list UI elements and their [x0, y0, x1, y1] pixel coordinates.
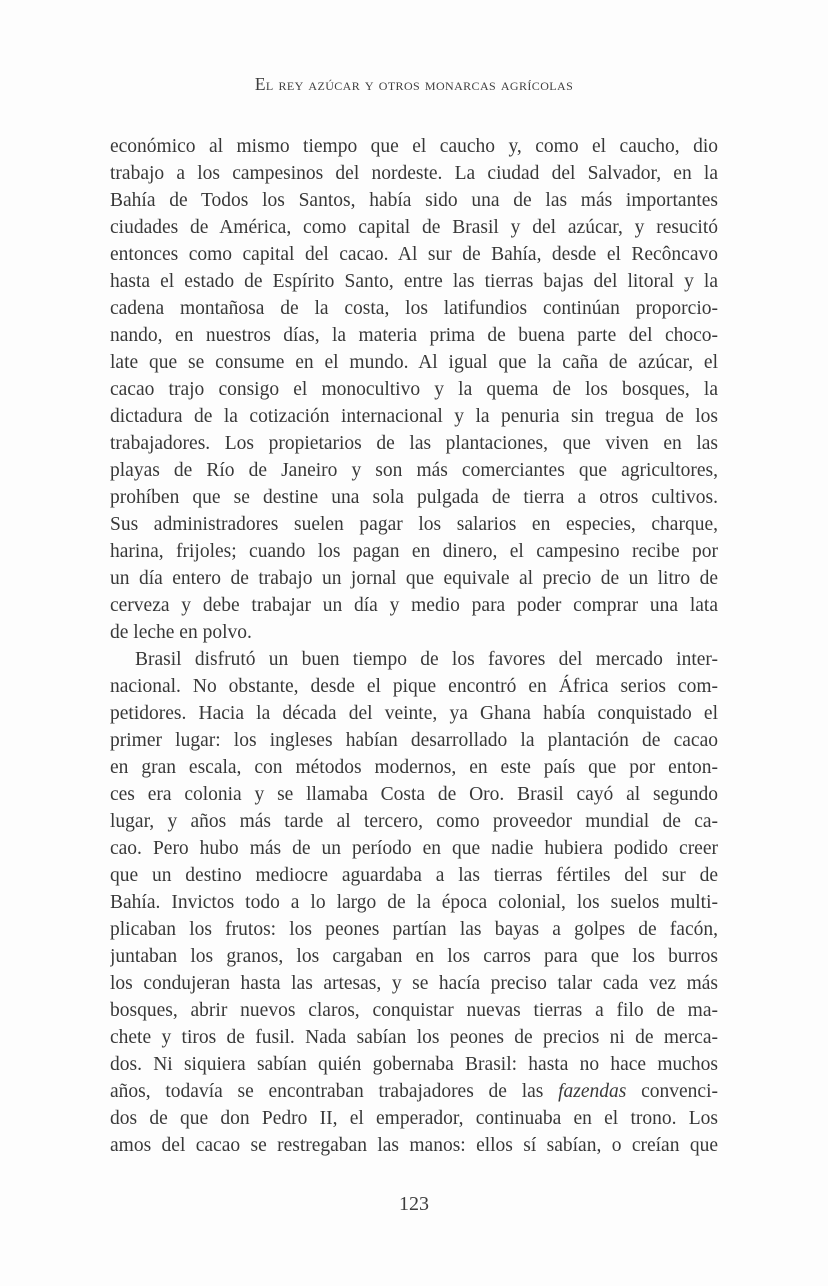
- text-line: Bahía. Invictos todo a lo largo de la época colonial, los suelos multi-: [110, 892, 718, 913]
- text-line: plicaban los frutos: los peones partían las bayas a golpes de facón,: [110, 919, 718, 940]
- text-line: hasta el estado de Espírito Santo, entre las tierras bajas del litoral y la: [110, 271, 718, 292]
- text-line: petidores. Hacia la década del veinte, ya Ghana había conquistado el: [110, 703, 718, 724]
- text-line: en gran escala, con métodos modernos, en este país que por enton-: [110, 757, 718, 778]
- text-line: prohíben que se destine una sola pulgada de tierra a otros cultivos.: [110, 487, 718, 508]
- text-line: entonces como capital del cacao. Al sur de Bahía, desde el Recôncavo: [110, 244, 718, 265]
- text-line: de leche en polvo.: [110, 622, 252, 643]
- text-line: cerveza y debe trabajar un día y medio para poder comprar una lata: [110, 595, 718, 616]
- text-line: dos de que don Pedro II, el emperador, continuaba en el trono. Los: [110, 1108, 718, 1129]
- text-line: late que se consume en el mundo. Al igual que la caña de azúcar, el: [110, 352, 718, 373]
- text-line: Brasil disfrutó un buen tiempo de los favores del mercado inter-: [135, 649, 718, 670]
- text-line: harina, frijoles; cuando los pagan en dinero, el campesino recibe por: [110, 541, 718, 562]
- text-line: primer lugar: los ingleses habían desarrollado la plantación de cacao: [110, 730, 718, 751]
- text-line: Sus administradores suelen pagar los salarios en especies, charque,: [110, 514, 718, 535]
- text-line: juntaban los granos, los cargaban en los carros para que los burros: [110, 946, 718, 967]
- text-line: los condujeran hasta las artesas, y se hacía preciso talar cada vez más: [110, 973, 718, 994]
- text-line: dictadura de la cotización internacional y la penuria sin tregua de los: [110, 406, 718, 427]
- text-line: económico al mismo tiempo que el caucho y, como el caucho, dio: [110, 136, 718, 157]
- text-line: amos del cacao se restregaban las manos: ellos sí sabían, o creían que: [110, 1135, 718, 1156]
- text-line: nacional. No obstante, desde el pique encontró en África serios com-: [110, 676, 718, 697]
- text-line: playas de Río de Janeiro y son más comerciantes que agricultores,: [110, 460, 718, 481]
- text-line: cacao trajo consigo el monocultivo y la quema de los bosques, la: [110, 379, 718, 400]
- text-line: ciudades de América, como capital de Brasil y del azúcar, y resucitó: [110, 217, 718, 238]
- running-header: El rey azúcar y otros monarcas agrícolas: [254, 74, 574, 94]
- text-line: un día entero de trabajo un jornal que equivale al precio de un litro de: [110, 568, 718, 589]
- text-line: dos. Ni siquiera sabían quién gobernaba Brasil: hasta no hace muchos: [110, 1054, 718, 1075]
- text-line: trabajadores. Los propietarios de las plantaciones, que viven en las: [110, 433, 718, 454]
- text-line: Bahía de Todos los Santos, había sido una de las más importantes: [110, 190, 718, 211]
- text-line: que un destino mediocre aguardaba a las tierras fértiles del sur de: [110, 865, 718, 886]
- text-line: cao. Pero hubo más de un período en que nadie hubiera podido creer: [110, 838, 718, 859]
- text-line: bosques, abrir nuevos claros, conquistar nuevas tierras a filo de ma-: [110, 1000, 718, 1021]
- text-line: cadena montañosa de la costa, los latifundios continúan proporcio-: [110, 298, 718, 319]
- page-number: 123: [399, 1193, 429, 1215]
- body-text: [110, 133, 718, 1159]
- text-line: trabajo a los campesinos del nordeste. La ciudad del Salvador, en la: [110, 163, 718, 184]
- text-line: nando, en nuestros días, la materia prima de buena parte del choco-: [110, 325, 718, 346]
- text-line: chete y tiros de fusil. Nada sabían los peones de precios ni de merca-: [110, 1027, 718, 1048]
- text-line: lugar, y años más tarde al tercero, como proveedor mundial de ca-: [110, 811, 718, 832]
- text-line: ces era colonia y se llamaba Costa de Oro. Brasil cayó al segundo: [110, 784, 718, 805]
- text-line: años, todavía se encontraban trabajadores de las fazendas convenci-: [110, 1081, 718, 1102]
